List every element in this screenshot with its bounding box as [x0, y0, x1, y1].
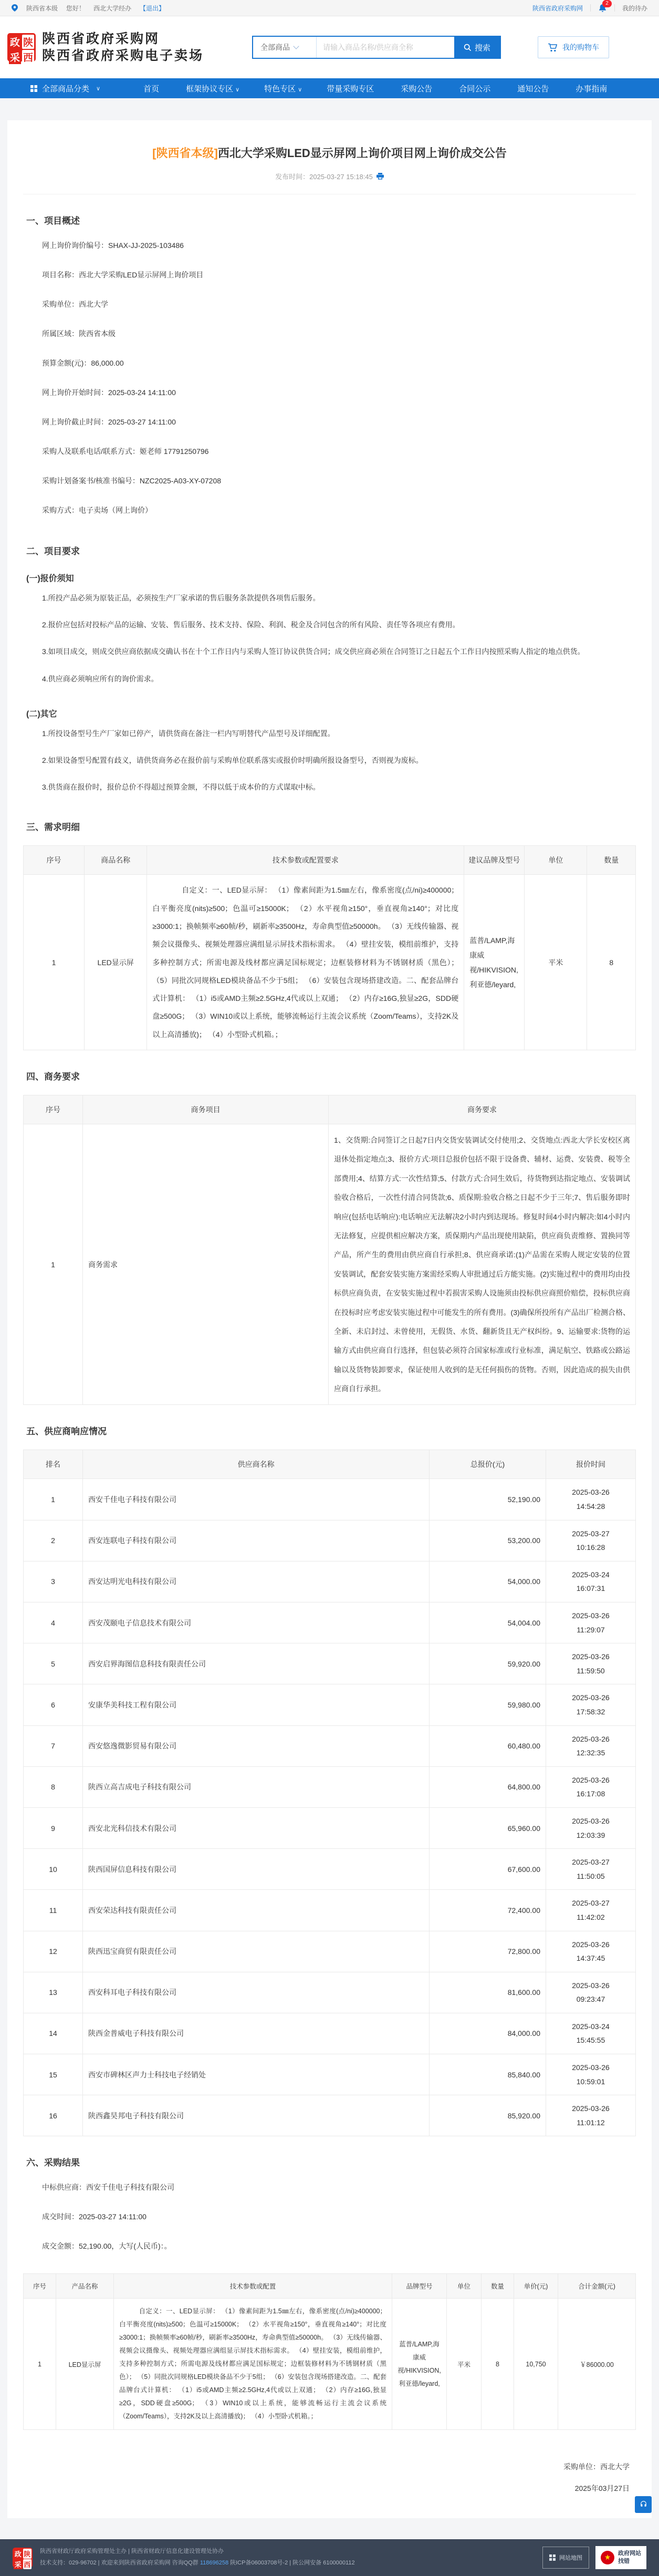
supplier-rank: 12 [24, 1931, 83, 1972]
nav-item[interactable]: 特色专区 ∨ [264, 84, 302, 94]
supplier-price: 54,000.00 [430, 1561, 546, 1602]
nav-item[interactable]: 带量采购专区 [327, 84, 374, 94]
printer-icon[interactable] [376, 173, 384, 180]
nav-items [143, 83, 609, 94]
supplier-quote-time: 2025-03-24 16:07:31 [546, 1561, 636, 1602]
supplier-price: 53,200.00 [430, 1520, 546, 1561]
section-heading: 五、供应商响应情况 [26, 1426, 107, 1437]
supplier-price: 54,004.00 [430, 1602, 546, 1643]
search-box [252, 36, 501, 59]
section-heading: 四、商务要求 [26, 1071, 80, 1082]
supplier-quote-time: 2025-03-26 12:32:35 [546, 1725, 636, 1766]
table-row [24, 1643, 636, 1684]
supplier-quote-time: 2025-03-26 11:59:50 [546, 1643, 636, 1684]
table-row [24, 1766, 636, 1807]
supplier-rank: 2 [24, 1520, 83, 1561]
table-row [24, 1807, 636, 1848]
supplier-rows [24, 1479, 636, 2136]
todo-link[interactable]: 我的待办 [622, 4, 647, 12]
supplier-price: 67,600.00 [430, 1849, 546, 1890]
table-row [24, 1561, 636, 1602]
result-qty: 8 [482, 2299, 514, 2430]
table-row [24, 1972, 636, 2013]
supplier-rank: 11 [24, 1890, 83, 1931]
result-spec: 自定义：一、LED显示屏： （1）像素间距为1.5㎜左右，像系密度(点/ni)≥400000；白平衡亮度(nits)≥500；色温可≥15000K； （2）水平视角≥150°，垂直视角≥140°；对比度≥3000:1；换帧频率≥60帧/秒，刷新率≥3500Hz，寿命典型值≥50000h。 （3）无线传输器、视频会议摄像头、视频处理器应满组显示屏技术指标需求。 （4）壁挂安装，模组前维护，支持多种控制方式；所需电源及线材都应满足国标规定；边框装修材料为不锈钢材质（黑色）； （5）同批次同规格LED模块备品不少于5组； （6）安装包含现场搭建改造。二、配套品牌台式计算机： （1）i5或AMD主频≥2.5GHz,4代或以上双通； （2）内存≥16G,独显≥2G，SDD硬盘≥500G； （3）WIN10或以上系统，能够流畅运行主流会议系统（Zoom/Teams），支持2K及以上高清播放)； （4）小型卧式机箱。； [114, 2299, 392, 2430]
supplier-quote-time: 2025-03-27 10:16:28 [546, 1520, 636, 1561]
divider [590, 4, 591, 12]
supplier-rank: 16 [24, 2095, 83, 2136]
field-label: 所属区域： [42, 329, 79, 338]
table-row [24, 1890, 636, 1931]
supplier-name: 安康华美科技工程有限公司 [83, 1684, 430, 1725]
field-value: 姬老师 17791250796 [139, 447, 209, 456]
supplier-price: 72,800.00 [430, 1931, 546, 1972]
signature-date: 2025年03月27日 [574, 2484, 630, 2493]
supplier-name: 西安茂颐电子信息技术有限公司 [83, 1602, 430, 1643]
supplier-name: 陕西国屏信息科技有限公司 [83, 1849, 430, 1890]
table-row [24, 1479, 636, 1520]
notice-item: 2.报价应包括对投标产品的运输、安装、售后服务、技术支持、保险、利润、税金及合同包含的所有风险、责任等各项应有费用。 [42, 620, 460, 629]
table-row [24, 2054, 636, 2095]
field-label: 网上询价询价编号： [42, 241, 108, 250]
all-categories-menu[interactable]: 全部商品分类 ∨ [0, 83, 111, 94]
publish-time: 发布时间：2025-03-27 15:18:45 [275, 173, 373, 181]
supplier-price: 85,920.00 [430, 2095, 546, 2136]
result-unit: 平米 [447, 2299, 482, 2430]
chevron-down-icon: ∨ [235, 86, 240, 93]
notice-item: 1.所投设备型号生产厂家如已停产，请供货商在备注一栏内写明替代产品型号及详细配置。 [42, 729, 335, 738]
supplier-name: 陕西立高吉成电子科技有限公司 [83, 1766, 430, 1807]
main-nav [0, 78, 659, 98]
page-title: [陕西省本级]西北大学采购LED显示屏网上询价项目网上询价成交公告 [152, 147, 507, 160]
result-total: ￥86000.00 [558, 2299, 636, 2430]
cart-icon [548, 43, 558, 52]
site-title: 陕西省政府采购网 [42, 31, 160, 46]
notice-item: 4.供应商必须响应所有的询价需求。 [42, 674, 159, 683]
overview-field [42, 437, 636, 466]
section-result [23, 2155, 636, 2499]
overview-field [42, 466, 636, 495]
sitemap-button[interactable]: 网站地图 [542, 2547, 589, 2569]
field-value: 86,000.00 [91, 359, 124, 367]
supplier-name: 西安达明光电科技有限公司 [83, 1561, 430, 1602]
nav-item[interactable]: 办事指南 [576, 84, 608, 94]
notice-item: 1.所投产品必须为原装正品，必须按生产厂家承诺的售后服务条款提供各项售后服务。 [42, 594, 320, 602]
table-row [24, 2095, 636, 2136]
table-row [24, 1849, 636, 1890]
supplier-quote-time: 2025-03-26 11:01:12 [546, 2095, 636, 2136]
field-value: 2025-03-27 14:11:00 [108, 418, 176, 426]
footer-seal-logo: 政 陕 采 西 [13, 2548, 33, 2568]
field-value: 电子卖场（网上询价） [79, 506, 152, 514]
search-input[interactable] [317, 37, 454, 58]
demand-table: 序号 商品名称 技术参数或配置要求 建议品牌及型号 单位 数量 1 LED显示屏 自定义：一、LED显示屏： （1）像素间距为1.5㎜左右，像系密度(点/ni)≥400000；白平衡亮度(nits)≥500；色温可≥15000K； （2）水平视角≥150°，垂直视角≥140°；对比度≥3000:1；换帧频率≥60帧/秒，刷新率≥3500Hz，寿命典型值≥50000h。 （3）无线传输器、视频会议摄像头、视频处理器应满组显示屏技术指标需求。 （4）壁挂安装，模组前维护，支持多种控制方式；所需电源及线材都应满足国标规定；边框装修材料为不锈钢材质（黑色）； （5）同批次同规格LED模块备品不少于5组； （6）安装包含现场搭建改造。二、配套品牌台式计算机： （1）i5或AMD主频≥2.5GHz,4代或以上双通； （2）内存≥16G,独显≥2G，SDD硬盘≥500G； （3）WIN10或以上系统，能够流畅运行主流会议系统（Zoom/Teams），支持2K及以上高清播放)； （4）小型卧式机箱。； 蓝普/LAMP,海康威视/HIKVISION,利亚德/leyard, 平米 8 [23, 845, 636, 1050]
business-table: 序号 商务项目 商务要求 1 商务需求 1、交货期:合同签订之日起7日内交货安装调试交付使用;2、交货地点:西北大学长安校区离退休处指定地点;3、报价方式:项目总报价包括不限于设备费、辅材、运费、安装费、税等全部费用;4、结算方式:一次性结算;5、付款方式:合同生效后，待货物到达指定地点、安装调试验收合格后，一次性付清合同货款;6、质保期:验收合格之日起不少于三年;7、售后服务即时响应(包括电话响应):电话响应无法解决2小时内到达现场。修复时间4小时内解决:如4小时内无法修复，应提供相应解决方案，质保期内产品出现使用缺陷，供应商负责维修、置换同等产品，所产生的费用由供应商自行承担;8、供应商承诺:(1)产品需在采购人规定安装的位置安装调试，配套安装实施方案需经采购人审批通过后方能实施。(2)实施过程中的费用均由投标供应商负责，在安装实施过程中若损害采购人设施须由投标供应商照价赔偿，投标供应商在投标时应考虑安装实施过程中可能发生的所有费用。(3)确保所投所有产品出厂检测合格、全新、未启封过、未曾使用，无假货、水货、翻新货且无产权纠纷。9、运输要求:货物的运输方式由供应商自行选择，但包装必须符合国家标准或行业标准，满足航空、铁路或公路运输以及货物装卸要求，保证使用人收到的是无任何损伤的货物。否则，因此造成的损失由供应商自行承担。 [23, 1095, 636, 1405]
supplier-quote-time: 2025-03-26 11:29:07 [546, 1602, 636, 1643]
signature-block [29, 2456, 630, 2499]
divider [614, 4, 615, 12]
gov-emblem-icon: ★ [601, 2551, 614, 2564]
supplier-quote-time: 2025-03-26 16:17:08 [546, 1766, 636, 1807]
other-notices [23, 720, 636, 801]
notice-item: 3.供货商在报价时，报价总价不得超过预算金额，不得以低于成本价的方式谋取中标。 [42, 783, 320, 792]
supplier-price: 64,800.00 [430, 1766, 546, 1807]
user-name[interactable]: 西北大学经办 [93, 4, 132, 12]
overview-field [42, 495, 636, 525]
footer-qq-link[interactable]: 118696258 [200, 2559, 229, 2566]
supplier-name: 西安荣达科技有限责任公司 [83, 1890, 430, 1931]
table-row [24, 1520, 636, 1561]
business-item: 商务需求 [83, 1124, 329, 1404]
supplier-name: 西安悠逸微影贸易有限公司 [83, 1725, 430, 1766]
business-no: 1 [24, 1124, 83, 1404]
section-heading: 三、需求明细 [26, 822, 80, 833]
overview-fields [23, 231, 636, 525]
nav-item[interactable]: 通知公告 [517, 84, 549, 94]
supplier-price: 85,840.00 [430, 2054, 546, 2095]
announcement-card [7, 120, 652, 2518]
field-label: 成交金额： [42, 2242, 79, 2251]
supplier-rank: 4 [24, 1602, 83, 1643]
supplier-quote-time: 2025-03-24 15:45:55 [546, 2013, 636, 2054]
chevron-down-icon: ∨ [96, 85, 101, 92]
supplier-price: 81,600.00 [430, 1972, 546, 2013]
supplier-price: 84,000.00 [430, 2013, 546, 2054]
region-label[interactable]: 陕西省本级 [26, 4, 58, 12]
field-label: 项目名称： [42, 271, 79, 279]
table-row [24, 1684, 636, 1725]
field-value: 2025-03-24 14:11:00 [108, 388, 176, 397]
supplier-price: 65,960.00 [430, 1807, 546, 1848]
supplier-rank: 15 [24, 2054, 83, 2095]
field-label: 采购方式： [42, 506, 79, 514]
suppliers-table: 排名 供应商名称 总报价(元) 报价时间 1 西安千佳电子科技有限公司 52,190.00 2025-03-26 14:54:28 2 西安连联电子科技有限公司 53,200.00 2025-03-27 10:16:28 3 西安达明光电科技有限公司 54,000.00 2025-03-24 16:07:31 4 西安茂颐电子信息技术有限公司 54,004.00 2025-03-26 11:29:07 5 西安启界海图信息科技有限责任公司 59,920.00 2025-03-26 11:59:50 6 安康华美科技工程有限公司 59,980.00 2025-03-26 17:58:32 7 西安悠逸微影贸易有限公司 60,480.00 2025-03-26 12:32:35 8 陕西立高吉成电子科技有限公司 64,800.00 2025-03-26 16:17:08 9 西安北光科信技术有限公司 65,960.00 2025-03-26 12:03:39 10 陕西国屏信息科技有限公司 67,600.00 2025-03-27 11:50:05 11 西安荣达科技有限责任公司 72,400.00 2025-03-27 11:42:02 12 陕西迅宝商贸有限责任公司 72,800.00 2025-03-26 14:37:45 13 西安科耳电子科技有限公司 81,600.00 2025-03-26 09:23:47 14 陕西金普威电子科技有限公司 84,000.00 2025-03-24 15:45:55 15 西安市碑林区声力士科技电子经销处 85,840.00 2025-03-26 10:59:01 16 陕西鑫昊邦电子科技有限公司 85,920.00 2025-03-26 11:01:12 [23, 1450, 636, 2136]
notice-item: 3.如项目成交，则成交供应商依据成交确认书在十个工作日内与采购人签订协议供货合同；成交供应商必须在合同签订之日起五个工作日内按照采购人指定的地点供货。 [42, 647, 585, 656]
supplier-rank: 13 [24, 1972, 83, 2013]
grid-icon [30, 85, 37, 92]
chevron-down-icon [293, 43, 299, 49]
overview-field [42, 378, 636, 407]
supplier-rank: 14 [24, 2013, 83, 2054]
result-fields [23, 2172, 636, 2261]
section-overview [23, 213, 636, 525]
sub-heading: (一)报价须知 [26, 574, 74, 583]
section-demand [23, 820, 636, 1050]
table-row [24, 1725, 636, 1766]
supplier-quote-time: 2025-03-26 12:03:39 [546, 1807, 636, 1848]
cart-button[interactable]: 我的购物车 [538, 36, 609, 58]
site-subtitle: 陕西省政府采购电子卖场 [42, 48, 204, 63]
result-name: LED显示屏 [56, 2299, 114, 2430]
supplier-name: 陕西金普威电子科技有限公司 [83, 2013, 430, 2054]
field-label: 中标供应商： [42, 2183, 86, 2192]
result-table: 序号 产品名称 技术参数或配置 品牌型号 单位 数量 单价(元) 合计金额(元) 1 LED显示屏 自定义：一、LED显示屏： （1）像素间距为1.5㎜左右，像系密度(点/ni)≥400000；白平衡亮度(nits)≥500；色温可≥15000K； （2）水平视角≥150°，垂直视角≥140°；对比度≥3000:1；换帧频率≥60帧/秒，刷新率≥3500Hz，寿命典型值≥50000h。 （3）无线传输器、视频会议摄像头、视频处理器应满组显示屏技术指标需求。 （4）壁挂安装，模组前维护，支持多种控制方式；所需电源及线材都应满足国标规定；边框装修材料为不锈钢材质（黑色）； （5）同批次同规格LED模块备品不少于5组； （6）安装包含现场搭建改造。二、配套品牌台式计算机： （1）i5或AMD主频≥2.5GHz,4代或以上双通； （2）内存≥16G,独显≥2G，SDD硬盘≥500G； （3）WIN10或以上系统，能够流畅运行主流会议系统（Zoom/Teams），支持2K及以上高清播放)； （4）小型卧式机箱。； 蓝普/LAMP,海康威视/HIKVISION,利亚德/leyard, 平米 8 10,750 ￥86000.00 [23, 2273, 636, 2430]
supplier-name: 西安科耳电子科技有限公司 [83, 1972, 430, 2013]
region-tag: [陕西省本级] [152, 147, 218, 160]
demand-name: LED显示屏 [85, 875, 147, 1050]
section-business [23, 1069, 636, 1405]
supplier-name: 西安千佳电子科技有限公司 [83, 1479, 430, 1520]
online-service-button[interactable] [635, 2496, 652, 2513]
nav-item[interactable]: 采购公告 [401, 84, 433, 94]
result-field [42, 2172, 636, 2202]
nav-item[interactable]: 首页 [143, 84, 160, 94]
signature-unit: 采购单位：西北大学 [563, 2463, 630, 2471]
supplier-name: 西安启界海图信息科技有限责任公司 [83, 1643, 430, 1684]
section-heading: 一、项目概述 [26, 216, 80, 226]
search-category-select[interactable]: 全部商品 [253, 37, 317, 58]
field-label: 成交时间： [42, 2212, 79, 2221]
quote-notices [23, 585, 636, 692]
table-row [24, 1602, 636, 1643]
field-label: 网上询价开始时间： [42, 388, 108, 397]
supplier-quote-time: 2025-03-26 10:59:01 [546, 2054, 636, 2095]
overview-field [42, 407, 636, 437]
section-requirements [23, 544, 636, 801]
supplier-quote-time: 2025-03-26 14:37:45 [546, 1931, 636, 1972]
headset-icon [639, 2500, 648, 2509]
supplier-quote-time: 2025-03-26 09:23:47 [546, 1972, 636, 2013]
site-footer [0, 2539, 659, 2576]
result-unit-price: 10,750 [514, 2299, 558, 2430]
site-logo [7, 30, 204, 65]
footer-line1: 陕西省财政厅政府采购管理处主办 | 陕西省财政厅信息化建设管理处协办 [40, 2548, 224, 2555]
overview-field [42, 319, 636, 348]
field-value: 52,190.00，大写(人民币)：。 [79, 2242, 172, 2251]
demand-no: 1 [24, 875, 85, 1050]
section-heading: 六、采购结果 [26, 2158, 80, 2168]
notification-badge: 2 [602, 0, 612, 7]
field-label: 采购人及联系电话/联系方式： [42, 447, 140, 456]
overview-field [42, 348, 636, 378]
utility-bar [0, 0, 659, 16]
demand-brand: 蓝普/LAMP,海康威视/HIKVISION,利亚德/leyard, [464, 875, 525, 1050]
business-requirement: 1、交货期:合同签订之日起7日内交货安装调试交付使用;2、交货地点:西北大学长安校区离退休处指定地点;3、报价方式:项目总报价包括不限于设备费、辅材、运费、安装费、税等全部费用;4、结算方式:一次性结算;5、付款方式:合同生效后，待货物到达指定地点、安装调试验收合格后，一次性付清合同货款;6、质保期:验收合格之日起不少于三年;7、售后服务即时响应(包括电话响应):电话响应无法解决2小时内到达现场。修复时间4小时内解决:如4小时内无法修复，应提供相应解决方案，质保期内产品出现使用缺陷，供应商负责维修、置换同等产品，所产生的费用由供应商自行承担;8、供应商承诺:(1)产品需在采购人规定安装的位置安装调试，配套安装实施方案需经采购人审批通过后方能实施。(2)实施过程中的费用均由投标供应商负责，在安装实施过程中若损害采购人设施须由投标供应商照价赔偿，投标供应商在投标时应考虑安装实施过程中可能发生的所有费用。(3)确保所投所有产品出厂检测合格、全新、未启封过、未曾使用，无假货、水货、翻新货且无产权纠纷。9、运输要求:货物的运输方式由供应商自行选择，但包装必须符合国家标准或行业标准，满足航空、铁路或公路运输以及货物装卸要求，保证使用人收到的是无任何损伤的货物。否则，因此造成的损失由供应商自行承担。 [329, 1124, 636, 1404]
location-pin-icon [12, 4, 18, 12]
section-suppliers [23, 1424, 636, 2136]
overview-field [42, 289, 636, 319]
overview-field [42, 260, 636, 289]
supplier-quote-time: 2025-03-26 17:58:32 [546, 1684, 636, 1725]
field-label: 网上询价截止时间： [42, 418, 108, 426]
portal-link[interactable]: 陕西省政府采购网 [532, 4, 583, 12]
field-value: SHAX-JJ-2025-103486 [108, 241, 184, 250]
site-header [0, 16, 659, 78]
field-label: 预算金额(元)： [42, 359, 91, 367]
supplier-name: 陕西迅宝商贸有限责任公司 [83, 1931, 430, 1972]
supplier-rank: 10 [24, 1849, 83, 1890]
field-label: 采购单位： [42, 300, 79, 308]
search-icon [464, 44, 472, 51]
seal-logo: 政 陕 采 西 [7, 33, 36, 61]
table-row [24, 1124, 636, 1404]
sub-heading: (二)其它 [26, 709, 57, 719]
gov-error-report-badge[interactable]: ★ 政府网站 找错 [595, 2546, 646, 2569]
section-heading: 二、项目要求 [26, 546, 80, 556]
supplier-rank: 6 [24, 1684, 83, 1725]
supplier-name: 西安连联电子科技有限公司 [83, 1520, 430, 1561]
chevron-down-icon: ∨ [298, 86, 302, 93]
logout-link[interactable]: 【退出】 [140, 4, 165, 12]
supplier-name: 西安北光科信技术有限公司 [83, 1807, 430, 1848]
supplier-rank: 9 [24, 1807, 83, 1848]
result-field [42, 2202, 636, 2231]
nav-item[interactable]: 框架协议专区 ∨ [186, 84, 240, 94]
supplier-quote-time: 2025-03-26 14:54:28 [546, 1479, 636, 1520]
table-row [24, 2013, 636, 2054]
table-row [24, 1931, 636, 1972]
footer-line2: 技术支持：029-96702 | 欢迎来到陕西省政府采购网 咨询QQ群 118696258 陕ICP备06003708号-2 | 陕公网安备 6100000112 [40, 2559, 355, 2566]
result-brand: 蓝普/LAMP,海康威视/HIKVISION,利亚德/leyard, [392, 2299, 447, 2430]
notification-bell-icon[interactable] [598, 0, 609, 13]
result-no: 1 [24, 2299, 56, 2430]
nav-item[interactable]: 合同公示 [459, 84, 491, 94]
field-value: 2025-03-27 14:11:00 [79, 2212, 147, 2221]
field-value: 陕西省本级 [79, 329, 116, 338]
field-label: 采购计划备案书/核准书编号： [42, 477, 140, 485]
supplier-price: 52,190.00 [430, 1479, 546, 1520]
demand-spec: 自定义：一、LED显示屏： （1）像素间距为1.5㎜左右，像系密度(点/ni)≥400000；白平衡亮度(nits)≥500；色温可≥15000K； （2）水平视角≥150°，垂直视角≥140°；对比度≥3000:1；换帧频率≥60帧/秒，刷新率≥3500Hz，寿命典型值≥50000h。 （3）无线传输器、视频会议摄像头、视频处理器应满组显示屏技术指标需求。 （4）壁挂安装，模组前维护，支持多种控制方式；所需电源及线材都应满足国标规定；边框装修材料为不锈钢材质（黑色）； （5）同批次同规格LED模块备品不少于5组； （6）安装包含现场搭建改造。二、配套品牌台式计算机： （1）i5或AMD主频≥2.5GHz,4代或以上双通； （2）内存≥16G,独显≥2G，SDD硬盘≥500G； （3）WIN10或以上系统，能够流畅运行主流会议系统（Zoom/Teams），支持2K及以上高清播放)； （4）小型卧式机箱。； [147, 875, 464, 1050]
supplier-rank: 8 [24, 1766, 83, 1807]
supplier-price: 59,980.00 [430, 1684, 546, 1725]
notice-item: 2.如果设备型号配置有歧义，请供货商务必在报价前与采购单位联系落实或报价时明确所报设备型号，否则视为废标。 [42, 756, 423, 764]
supplier-price: 60,480.00 [430, 1725, 546, 1766]
supplier-rank: 7 [24, 1725, 83, 1766]
supplier-quote-time: 2025-03-27 11:42:02 [546, 1890, 636, 1931]
supplier-quote-time: 2025-03-27 11:50:05 [546, 1849, 636, 1890]
table-row [24, 875, 636, 1050]
demand-unit: 平米 [525, 875, 587, 1050]
search-button[interactable]: 搜索 [454, 37, 500, 58]
sitemap-grid-icon [549, 2554, 556, 2561]
result-field [42, 2231, 636, 2261]
supplier-price: 59,920.00 [430, 1643, 546, 1684]
supplier-price: 72,400.00 [430, 1890, 546, 1931]
supplier-rank: 5 [24, 1643, 83, 1684]
supplier-rank: 3 [24, 1561, 83, 1602]
supplier-rank: 1 [24, 1479, 83, 1520]
field-value: 西北大学 [79, 300, 108, 308]
overview-field [42, 231, 636, 260]
field-value: 西安千佳电子科技有限公司 [86, 2183, 174, 2192]
field-value: NZC2025-A03-XY-07208 [139, 477, 222, 485]
field-value: 西北大学采购LED显示屏网上询价项目 [79, 271, 204, 279]
supplier-name: 陕西鑫昊邦电子科技有限公司 [83, 2095, 430, 2136]
demand-qty: 8 [587, 875, 636, 1050]
table-row [24, 2299, 636, 2430]
greeting-text: 您好！ [66, 4, 86, 12]
supplier-name: 西安市碑林区声力士科技电子经销处 [83, 2054, 430, 2095]
